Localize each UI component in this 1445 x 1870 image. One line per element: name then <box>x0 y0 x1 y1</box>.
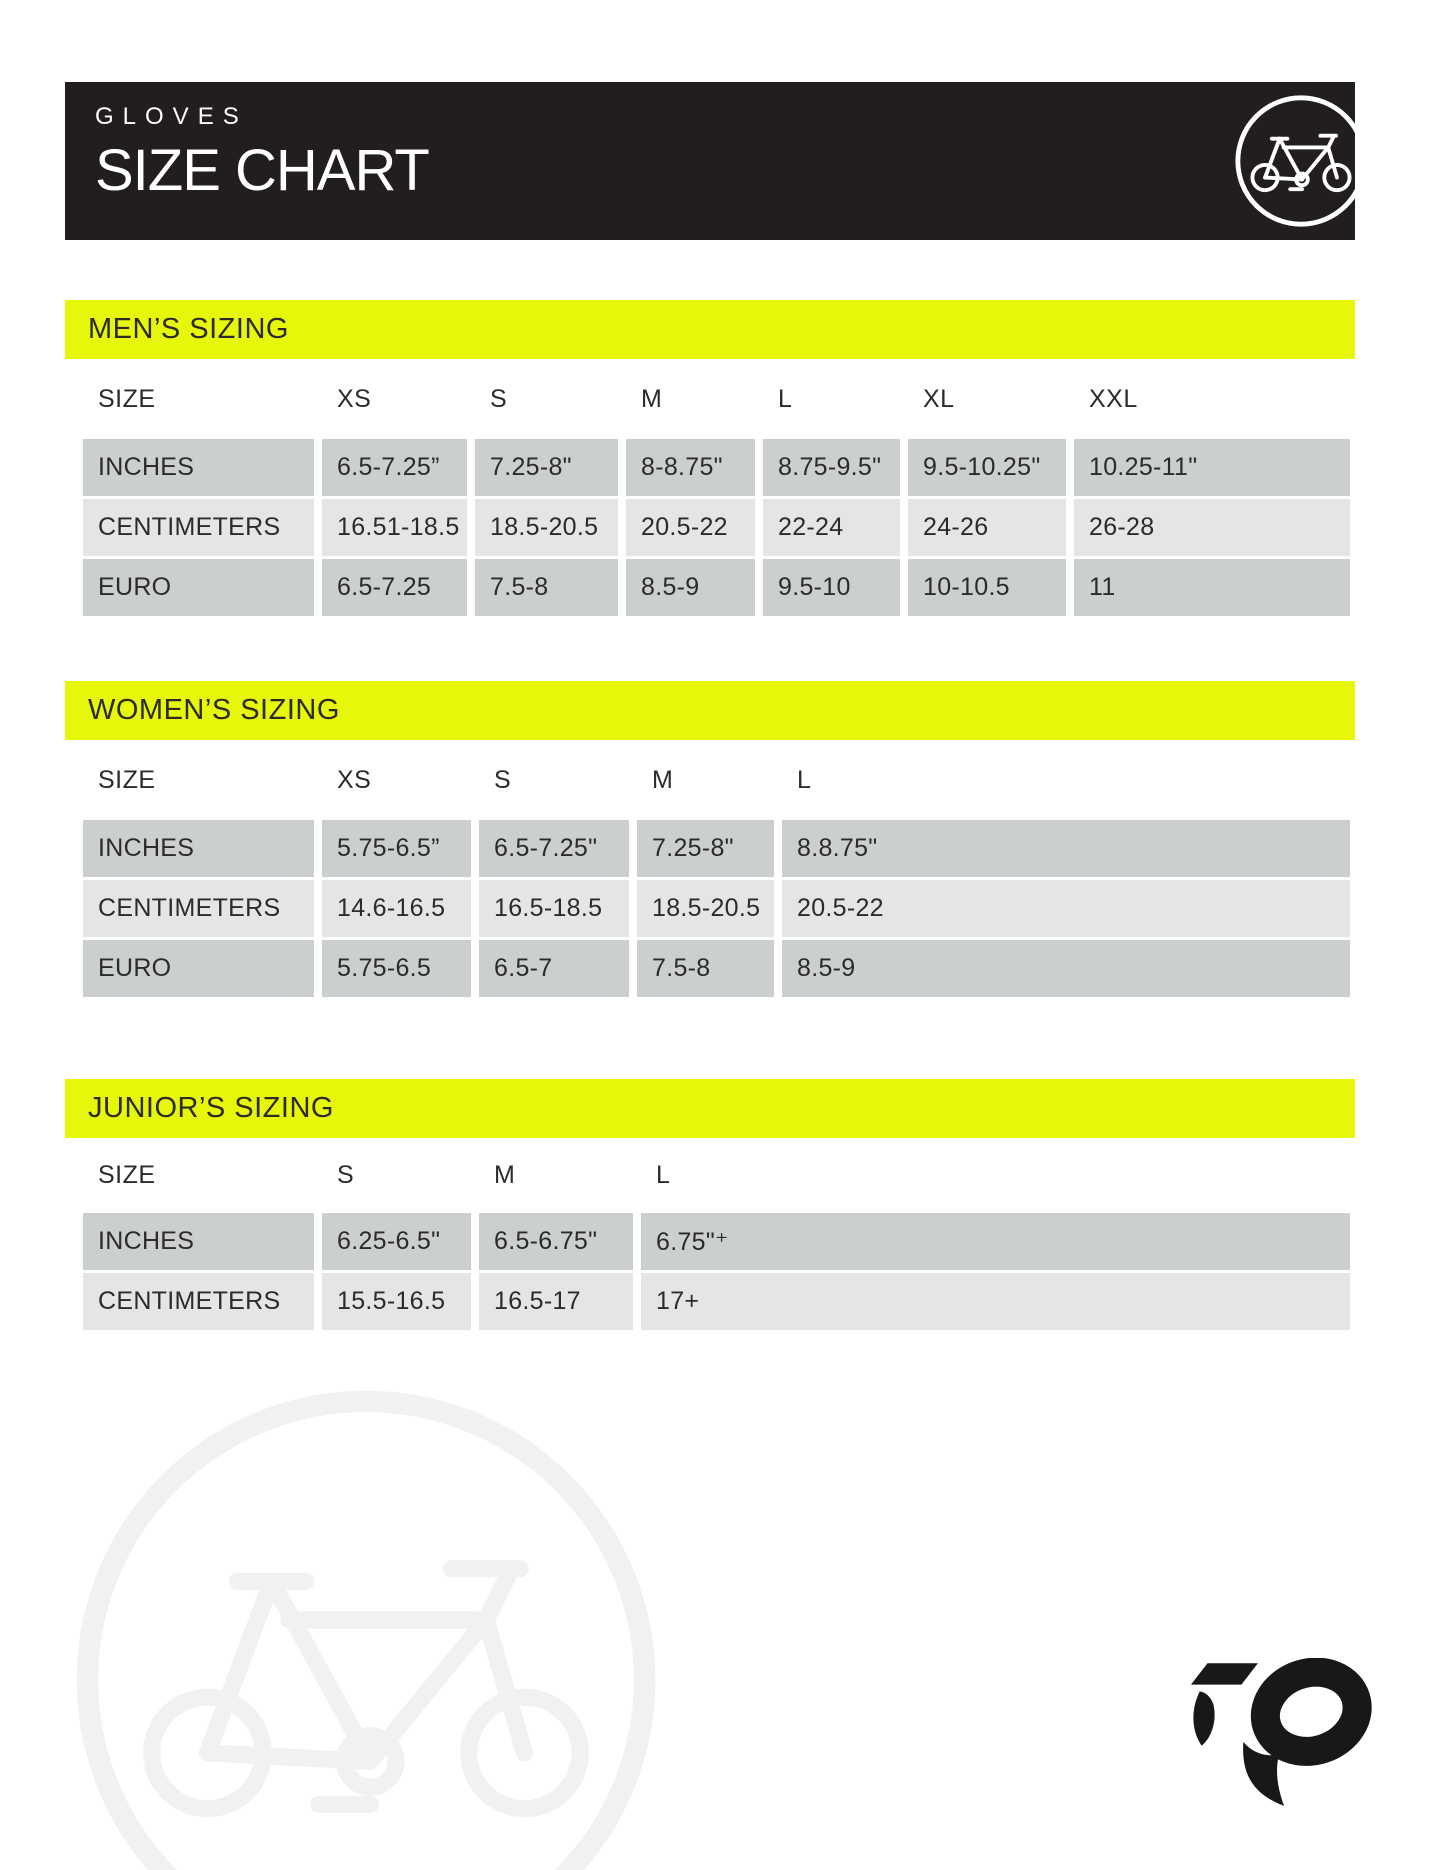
table-row-inches <box>83 820 1350 877</box>
table-cell: 8.5-9 <box>626 559 755 616</box>
mens-size-table <box>83 359 1350 616</box>
size-col-header: S <box>494 765 512 794</box>
table-cell: 24-26 <box>908 499 1066 556</box>
juniors-size-table <box>83 1138 1350 1330</box>
table-cell: 26-28 <box>1074 499 1350 556</box>
table-cell: 11 <box>1074 559 1350 616</box>
table-cell: 6.5-7.25 <box>322 559 467 616</box>
row-label: CENTIMETERS <box>83 880 314 937</box>
row-label: INCHES <box>83 820 314 877</box>
size-header-row <box>83 359 1350 439</box>
size-header-row <box>83 740 1350 820</box>
table-row-centimeters <box>83 1273 1350 1330</box>
size-header-row <box>83 1138 1350 1213</box>
table-cell: 6.5-7 <box>479 940 629 997</box>
size-col-header: XXL <box>1089 384 1138 413</box>
table-cell: 20.5-22 <box>626 499 755 556</box>
table-cell: 5.75-6.5” <box>322 820 471 877</box>
table-cell: 22-24 <box>763 499 900 556</box>
table-cell: 6.5-6.75" <box>479 1213 633 1270</box>
size-col-header: M <box>652 765 674 794</box>
size-row-label: SIZE <box>98 765 156 794</box>
row-label: CENTIMETERS <box>83 1273 314 1330</box>
size-col-header: XL <box>923 384 955 413</box>
table-row-inches <box>83 1213 1350 1270</box>
bicycle-watermark-icon <box>66 1380 666 1870</box>
table-row-euro <box>83 940 1350 997</box>
header-bar <box>65 82 1355 240</box>
table-cell: 6.5-7.25" <box>479 820 629 877</box>
mens-section-title-bar <box>65 300 1355 359</box>
section-title: MEN’S SIZING <box>88 313 289 345</box>
table-cell: 16.5-18.5 <box>479 880 629 937</box>
table-cell: 10-10.5 <box>908 559 1066 616</box>
table-cell: 10.25-11" <box>1074 439 1350 496</box>
bicycle-circle-icon <box>1233 93 1355 229</box>
table-cell: 17+ <box>641 1273 1350 1330</box>
womens-sizing-section <box>65 681 1355 1000</box>
table-cell: 8.8.75" <box>782 820 1350 877</box>
juniors-sizing-section <box>65 1079 1355 1333</box>
table-cell: 7.25-8" <box>637 820 774 877</box>
table-cell: 18.5-20.5 <box>475 499 618 556</box>
table-cell: 5.75-6.5 <box>322 940 471 997</box>
table-cell: 9.5-10.25" <box>908 439 1066 496</box>
row-label: EURO <box>83 559 314 616</box>
size-col-header: M <box>494 1161 516 1189</box>
row-label: CENTIMETERS <box>83 499 314 556</box>
table-cell: 16.51-18.5 <box>322 499 467 556</box>
section-title: JUNIOR’S SIZING <box>88 1092 334 1124</box>
table-cell: 6.25-6.5" <box>322 1213 471 1270</box>
table-cell: 8.5-9 <box>782 940 1350 997</box>
table-cell: 16.5-17 <box>479 1273 633 1330</box>
table-cell: 7.5-8 <box>475 559 618 616</box>
table-cell: 8-8.75" <box>626 439 755 496</box>
womens-size-table <box>83 740 1350 997</box>
table-row-centimeters <box>83 499 1350 556</box>
header-text <box>95 103 429 204</box>
pearl-izumi-logo <box>1190 1658 1384 1814</box>
size-row-label: SIZE <box>98 1161 156 1189</box>
page-title: SIZE CHART <box>95 138 429 203</box>
size-col-header: L <box>778 384 793 413</box>
table-cell: 18.5-20.5 <box>637 880 774 937</box>
mens-sizing-section <box>65 300 1355 619</box>
table-cell: 20.5-22 <box>782 880 1350 937</box>
table-cell: 6.75"⁺ <box>641 1213 1350 1270</box>
size-row-label: SIZE <box>98 384 156 413</box>
section-title: WOMEN’S SIZING <box>88 694 340 726</box>
row-label: INCHES <box>83 1213 314 1270</box>
table-cell: 6.5-7.25” <box>322 439 467 496</box>
row-label: EURO <box>83 940 314 997</box>
womens-section-title-bar <box>65 681 1355 740</box>
table-row-euro <box>83 559 1350 616</box>
size-col-header: S <box>490 384 508 413</box>
table-cell: 7.5-8 <box>637 940 774 997</box>
row-label: INCHES <box>83 439 314 496</box>
table-cell: 9.5-10 <box>763 559 900 616</box>
size-col-header: M <box>641 384 663 413</box>
table-cell: 7.25-8" <box>475 439 618 496</box>
size-col-header: XS <box>337 765 372 794</box>
size-col-header: XS <box>337 384 372 413</box>
size-col-header: S <box>337 1161 355 1189</box>
table-row-centimeters <box>83 880 1350 937</box>
table-cell: 8.75-9.5" <box>763 439 900 496</box>
size-col-header: L <box>656 1161 671 1189</box>
table-cell: 14.6-16.5 <box>322 880 471 937</box>
size-col-header: L <box>797 765 812 794</box>
table-cell: 15.5-16.5 <box>322 1273 471 1330</box>
header-category: GLOVES <box>95 103 248 130</box>
table-row-inches <box>83 439 1350 496</box>
juniors-section-title-bar <box>65 1079 1355 1138</box>
